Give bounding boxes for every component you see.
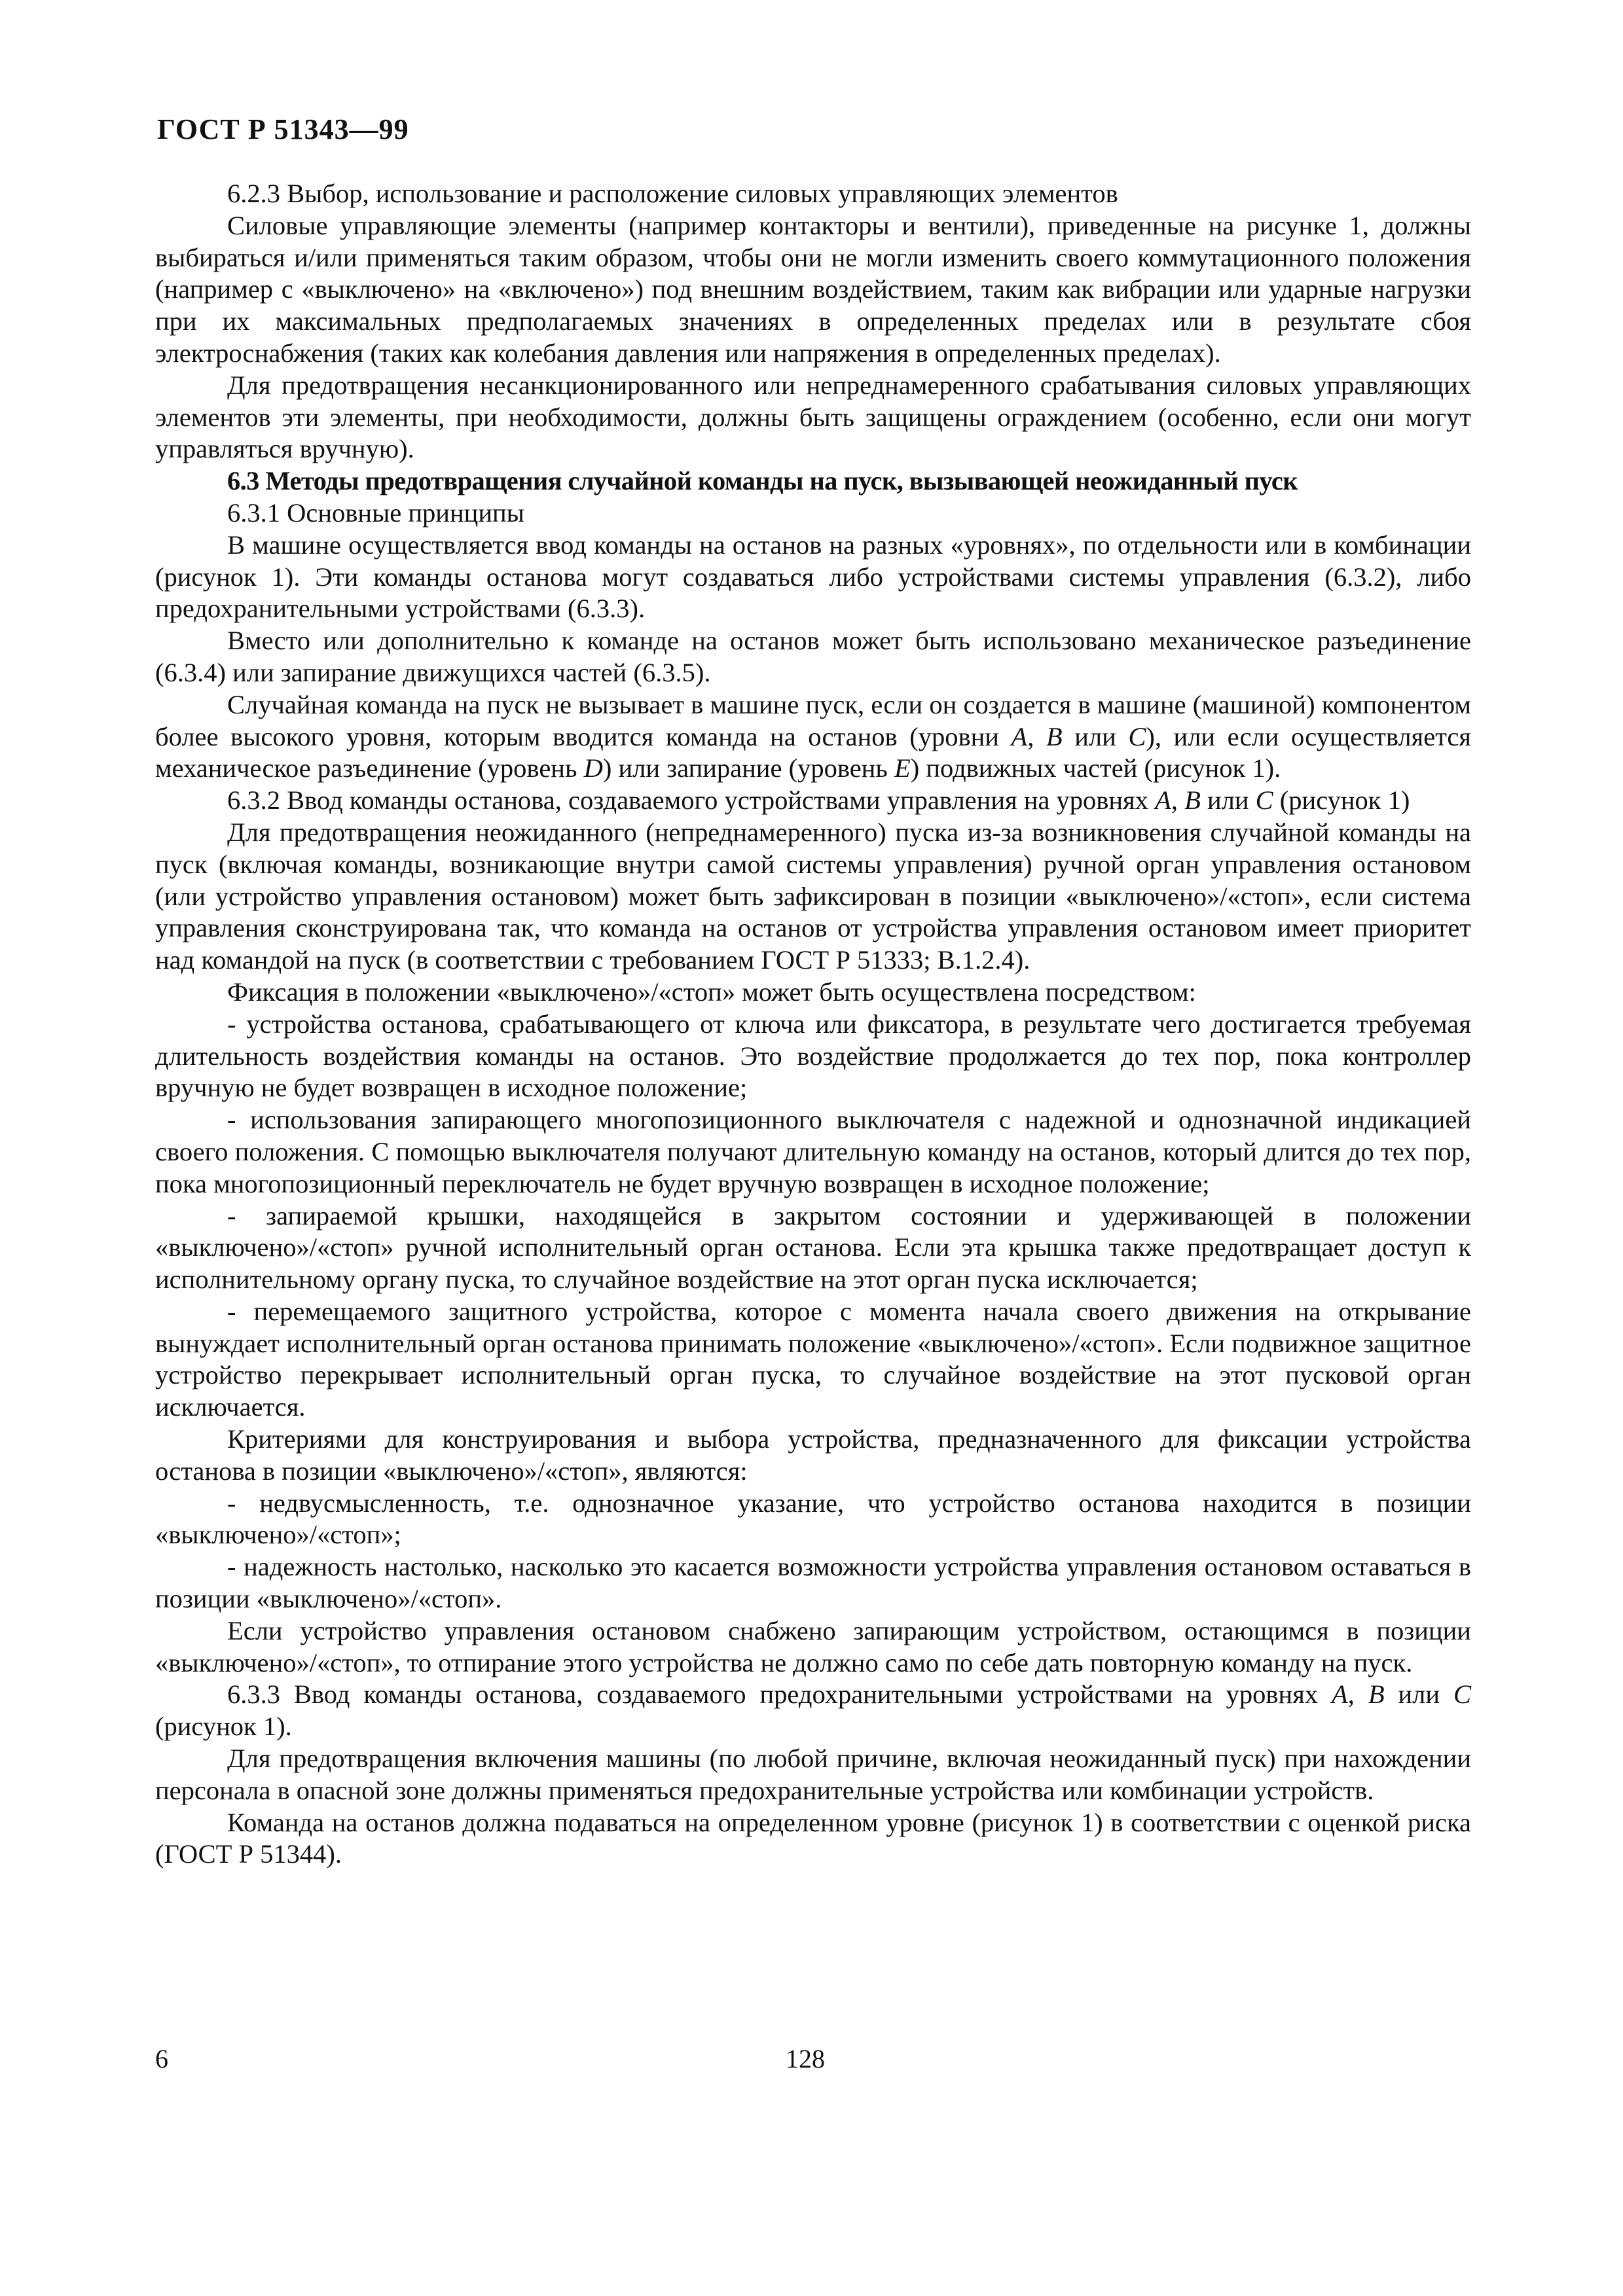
list-item: - устройства останова, срабатывающего от ключа или фиксатора, в результате чего достигается требуемая длительность воздействия команды на останов. Это воздействие продолжается до тех пор, пока контроллер вручную не будет возвращен в исходное положение; [155, 1009, 1471, 1103]
paragraph: Критериями для конструирования и выбора устройства, предназначенного для фиксации устройства останова в позиции «выключено»/«стоп», являются: [155, 1424, 1471, 1486]
document-body [155, 178, 1471, 1871]
page-number: 6 [155, 2044, 168, 2073]
section-heading-6-3: 6.3 Методы предотвращения случайной команды на пуск, вызывающей неожиданный пуск [227, 466, 1298, 496]
paragraph: Вместо или дополнительно к команде на останов может быть использовано механическое разъединение (6.3.4) или запирание движущихся частей (6.3.5). [155, 626, 1471, 687]
paragraph: Для предотвращения включения машины (по любой причине, включая неожиданный пуск) при нахождении персонала в опасной зоне должны применяться предохранительные устройства или комбинации устройств. [155, 1744, 1471, 1805]
subsection-heading-6-3-3: 6.3.3 Ввод команды останова, создаваемого предохранительными устройствами на уровнях A, B или C (рисунок 1). [155, 1679, 1471, 1742]
list-item: - использования запирающего многопозиционного выключателя с надежной и однозначной индикацией своего положения. С помощью выключателя получают длительную команду на останов, который длится до тех пор, пока многопозиционный переключатель не будет вручную возвращен в исходное положение; [155, 1105, 1471, 1198]
paragraph: Фиксация в положении «выключено»/«стоп» может быть осуществлена посредством: [227, 977, 1196, 1007]
list-item: - надежность настолько, насколько это касается возможности устройства управления остановом оставаться в позиции «выключено»/«стоп». [155, 1552, 1471, 1614]
list-item: - недвусмысленность, т.е. однозначное указание, что устройство останова находится в позиции «выключено»/«стоп»; [155, 1488, 1471, 1550]
paragraph-levels: Случайная команда на пуск не вызывает в машине пуск, если он создается в машине (машиной) компонентом более высокого уровня, которым вводится команда на останов (уровни A, B или C), или если осуществляется механическое разъединение (уровень D) или запирание (уровень E) подвижных частей (рисунок 1). [155, 689, 1472, 783]
paragraph: В машине осуществляется ввод команды на останов на разных «уровнях», по отдельности или в комбинации (рисунок 1). Эти команды останова могут создаваться либо устройствами системы управления (6.3.2), либо предохранительными устройствами (6.3.3). [155, 529, 1471, 624]
paragraph: Для предотвращения неожиданного (непреднамеренного) пуска из-за возникновения случайной команды на пуск (включая команды, возникающие внутри самой системы управления) ручной орган управления остановом (или устройство управления остановом) может быть зафиксирован в позиции «выключено»/«стоп», если система управления сконструирована так, что команда на останов от устройства управления остановом имеет приоритет над командой на пуск (в соответствии с требованием ГОСТ Р 51333; В.1.2.4). [155, 817, 1471, 975]
list-item: - перемещаемого защитного устройства, которое с момента начала своего движения на открывание вынуждает исполнительный орган останова принимать положение «выключено»/«стоп». Если подвижное защитное устройство перекрывает исполнительный орган пуска, то случайное воздействие на этот пусковой орган исключается. [155, 1296, 1471, 1422]
list-item: - запираемой крышки, находящейся в закрытом состоянии и удерживающей в положении «выключено»/«стоп» ручной исполнительный орган останова. Если эта крышка также предотвращает доступ к исполнительному органу пуска, то случайное воздействие на этот орган пуска исключается; [155, 1200, 1471, 1295]
subsection-heading-6-3-1: 6.3.1 Основные принципы [227, 497, 524, 528]
paragraph: Если устройство управления остановом снабжено запирающим устройством, остающимся в позиции «выключено»/«стоп», то отпирание этого устройства не должно само по себе дать повторную команду на пуск. [155, 1615, 1471, 1677]
paragraph: Силовые управляющие элементы (например контакторы и вентили), приведенные на рисунке 1, должны выбираться и/или применяться таким образом, чтобы они не могли изменить своего коммутационного положения (например с «выключено» на «включено») под внешним воздействием, таким как вибрации или ударные нагрузки при их максимальных предполагаемых значениях в определенных пределах или в результате сбоя электроснабжения (таких как колебания давления или напряжения в определенных пределах). [155, 210, 1471, 368]
sheet-number: 128 [786, 2044, 825, 2073]
subsection-heading-6-3-2: 6.3.2 Ввод команды останова, создаваемого устройствами управления на уровнях A, B или C (рисунок 1) [227, 785, 1410, 816]
paragraph: Для предотвращения несанкционированного или непреднамеренного срабатывания силовых управляющих элементов эти элементы, при необходимости, должны быть защищены ограждением (особенно, если они могут управляться вручную). [155, 370, 1471, 464]
paragraph: Команда на останов должна подаваться на определенном уровне (рисунок 1) в соответствии с оценкой риска (ГОСТ Р 51344). [155, 1807, 1471, 1869]
document-code-header: ГОСТ Р 51343—99 [157, 113, 409, 145]
subsection-heading-6-2-3: 6.2.3 Выбор, использование и расположение силовых управляющих элементов [227, 179, 1118, 208]
